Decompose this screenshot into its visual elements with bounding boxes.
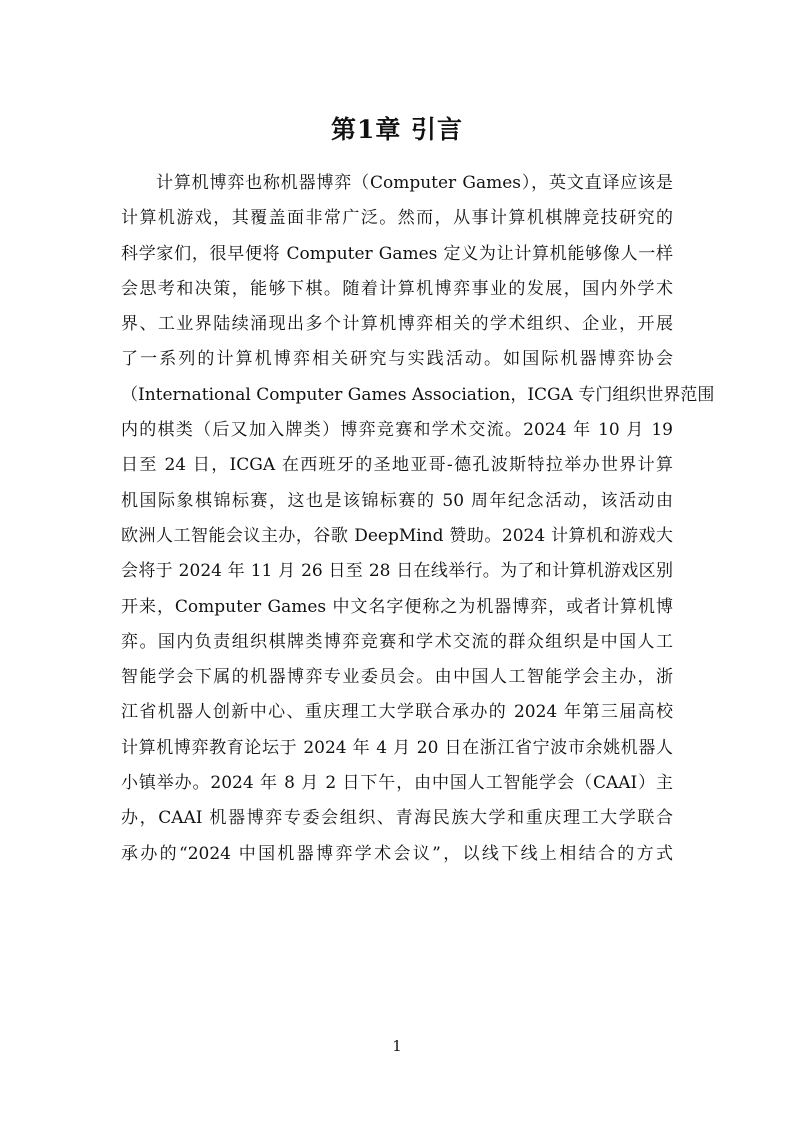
paragraph-line: 计算机博弈也称机器博弈（Computer Games），英文直译应该是 (156, 173, 673, 193)
paragraph-line: 计算机游戏，其覆盖面非常广泛。然而，从事计算机棋牌竞技研究的 (121, 208, 673, 229)
paragraph-line: 机国际象棋锦标赛，这也是该锦标赛的 50 周年纪念活动，该活动由 (121, 490, 673, 511)
paragraph-line: 了一系列的计算机博弈相关研究与实践活动。如国际机器博弈协会 (121, 349, 673, 370)
paragraph-line: 会思考和决策，能够下棋。随着计算机博弈事业的发展，国内外学术 (121, 278, 673, 299)
paragraph-line: 科学家们，很早便将 Computer Games 定义为让计算机能够像人一样 (121, 243, 673, 264)
paragraph-line: 开来，Computer Games 中文名字便称之为机器博弈，或者计算机博 (121, 596, 673, 617)
paragraph-line: 小镇举办。2024 年 8 月 2 日下午，由中国人工智能学会（CAAI）主 (121, 773, 673, 794)
paragraph-line: 会将于 2024 年 11 月 26 日至 28 日在线举行。为了和计算机游戏区别 (121, 561, 673, 582)
paragraph-line: 欧洲人工智能会议主办，谷歌 DeepMind 赞助。2024 计算机和游戏大 (121, 525, 673, 546)
paragraph-line: 弈。国内负责组织棋牌类博弈竞赛和学术交流的群众组织是中国人工 (121, 631, 673, 652)
paragraph-line: 界、工业界陆续涌现出多个计算机博弈相关的学术组织、企业，开展 (121, 314, 673, 335)
paragraph-line: 办，CAAI 机器博弈专委会组织、青海民族大学和重庆理工大学联合 (121, 808, 673, 829)
body-paragraph (121, 166, 715, 872)
paragraph-line: 内的棋类（后又加入牌类）博弈竞赛和学术交流。2024 年 10 月 19 (121, 420, 673, 441)
paragraph-line: 日至 24 日，ICGA 在西班牙的圣地亚哥-德孔波斯特拉举办世界计算 (121, 455, 673, 476)
paragraph-line: 承办的“2024 中国机器博弈学术会议”，以线下线上相结合的方式 (121, 843, 673, 864)
chapter-title: 第1章 引言 (330, 115, 464, 144)
paragraph-line: 江省机器人创新中心、重庆理工大学联合承办的 2024 年第三届高校 (121, 702, 673, 723)
page-number: 1 (392, 1037, 402, 1055)
paragraph-line: 计算机博弈教育论坛于 2024 年 4 月 20 日在浙江省宁波市余姚机器人 (121, 737, 673, 758)
paragraph-line: （International Computer Games Association，ICGA 专门组织世界范围 (121, 384, 715, 405)
paragraph-line: 智能学会下属的机器博弈专业委员会。由中国人工智能学会主办，浙 (121, 667, 673, 688)
